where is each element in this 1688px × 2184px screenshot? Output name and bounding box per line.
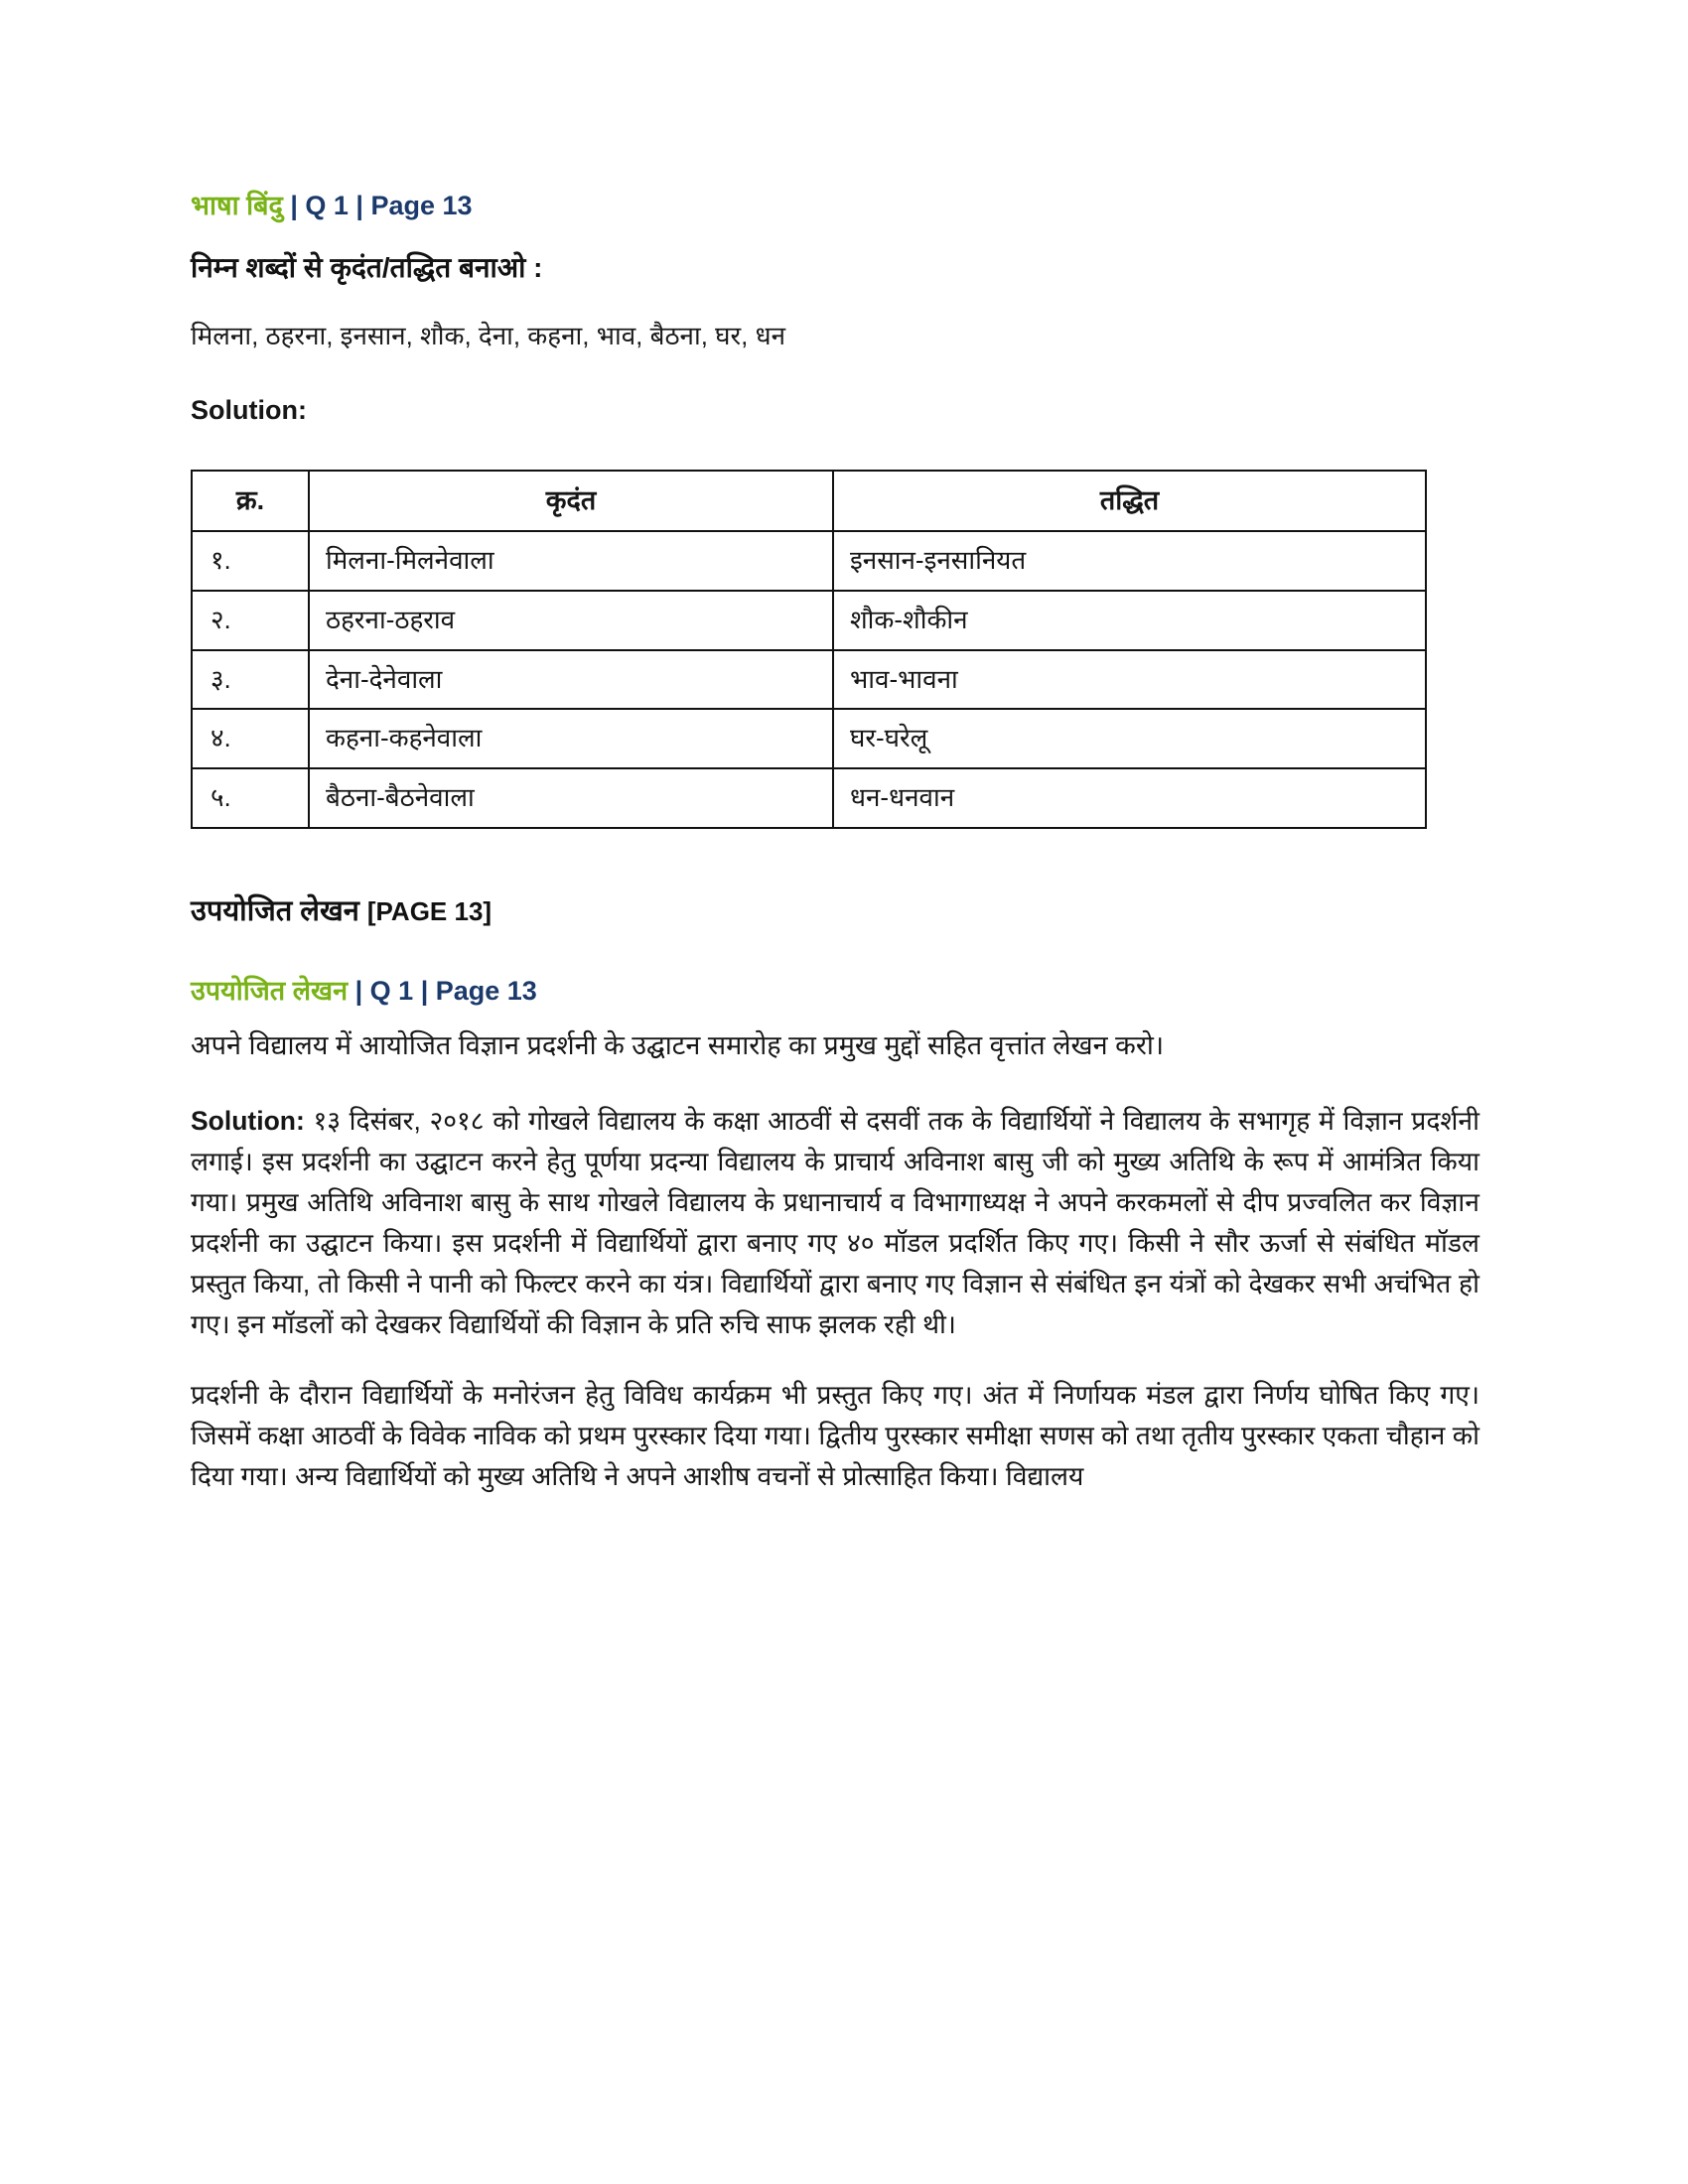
question-1-header [191,189,1479,223]
cell-taddhit: भाव-भावना [833,650,1426,710]
table-header-row [192,471,1426,531]
krudant-taddhit-table [191,470,1427,829]
section-solution-paragraph-1 [191,1101,1479,1345]
table-header-krudant: कृदंत [309,471,833,531]
question-1-number: Q 1 [305,191,349,220]
section-question-page: Page 13 [435,975,537,1006]
section-heading-page: [PAGE 13] [366,895,492,926]
section-solution-label: Solution: [191,1105,305,1136]
cell-sr: ४. [192,709,309,768]
cell-sr: ५. [192,768,309,828]
table-row [192,531,1426,591]
cell-krudant: देना-देनेवाला [309,650,833,710]
cell-taddhit: घर-घरेलू [833,709,1426,768]
question-1-title: निम्न शब्दों से कृदंत/तद्धित बनाओ : [191,252,543,284]
table-header-sr: क्र. [192,471,309,531]
table-row [192,709,1426,768]
cell-sr: १. [192,531,309,591]
question-1-separator-2: | [348,191,371,220]
cell-sr: २. [192,591,309,650]
section-question-header [191,971,1479,1008]
section-heading-title: उपयोजित लेखन [191,894,367,927]
question-1-solution-label: Solution: [191,394,307,425]
table-row [192,650,1426,710]
table-row [192,768,1426,828]
cell-krudant: ठहरना-ठहराव [309,591,833,650]
section-solution-paragraph-2: प्रदर्शनी के दौरान विद्यार्थियों के मनोरंजन हेतु विविध कार्यक्रम भी प्रस्तुत किए गए। अंत में निर्णायक मंडल द्वारा निर्णय घोषित किए गए। जिसमें कक्षा आठवीं के विवेक नाविक को प्रथम पुरस्कार दिया गया। द्वितीय पुरस्कार समीक्षा सणस को तथा तृतीय पुरस्कार एकता चौहान को दिया गया। अन्य विद्यार्थियों को मुख्य अतिथि ने अपने आशीष वचनों से प्रोत्साहित किया। विद्यालय [191,1380,1479,1492]
table-header-taddhit: तद्धित [833,471,1426,531]
section-heading [191,890,1479,929]
question-1-separator-1: | [282,191,306,220]
question-1-page: Page 13 [370,191,473,220]
cell-taddhit: धन-धनवान [833,768,1426,828]
cell-taddhit: इनसान-इनसानियत [833,531,1426,591]
cell-taddhit: शौक-शौकीन [833,591,1426,650]
section-question-subject: उपयोजित लेखन [191,975,349,1006]
section-solution-text-1: १३ दिसंबर, २०१८ को गोखले विद्यालय के कक्षा आठवीं से दसवीं तक के विद्यार्थियों ने विद्यालय के सभागृह में विज्ञान प्रदर्शनी लगाई। इस प्रदर्शनी का उद्घाटन करने हेतु पूर्णया प्रदन्या विद्यालय के प्राचार्य अविनाश बासु जी को मुख्य अतिथि के रूप में आमंत्रित किया गया। प्रमुख अतिथि अविनाश बासु के साथ गोखले विद्यालय के प्रधानाचार्य व विभागाध्यक्ष ने अपने करकमलों से दीप प्रज्वलित कर विज्ञान प्रदर्शनी का उद्घाटन किया। इस प्रदर्शनी में विद्यार्थियों द्वारा बनाए गए ४० मॉडल प्रदर्शित किए गए। किसी ने सौर ऊर्जा से संबंधित मॉडल प्रस्तुत किया, तो किसी ने पानी को फिल्टर करने का यंत्र। विद्यार्थियों द्वारा बनाए गए विज्ञान से संबंधित इन यंत्रों को देखकर सभी अचंभित हो गए। इन मॉडलों को देखकर विद्यार्थियों की विज्ञान के प्रति रुचि साफ झलक रही थी। [191,1105,1479,1340]
section-question-separator-2: | [413,975,436,1006]
question-1-subject: भाषा बिंदु [191,191,283,220]
table-row [192,591,1426,650]
cell-sr: ३. [192,650,309,710]
cell-krudant: कहना-कहनेवाला [309,709,833,768]
section-question-separator-1: | [348,975,370,1006]
section-question-prompt: अपने विद्यालय में आयोजित विज्ञान प्रदर्शनी के उद्घाटन समारोह का प्रमुख मुद्दों सहित वृत्तांत लेखन करो। [191,1029,1165,1060]
question-1-words: मिलना, ठहरना, इनसान, शौक, देना, कहना, भाव, बैठना, घर, धन [191,320,786,350]
section-question-number: Q 1 [369,975,414,1006]
cell-krudant: बैठना-बैठनेवाला [309,768,833,828]
cell-krudant: मिलना-मिलनेवाला [309,531,833,591]
